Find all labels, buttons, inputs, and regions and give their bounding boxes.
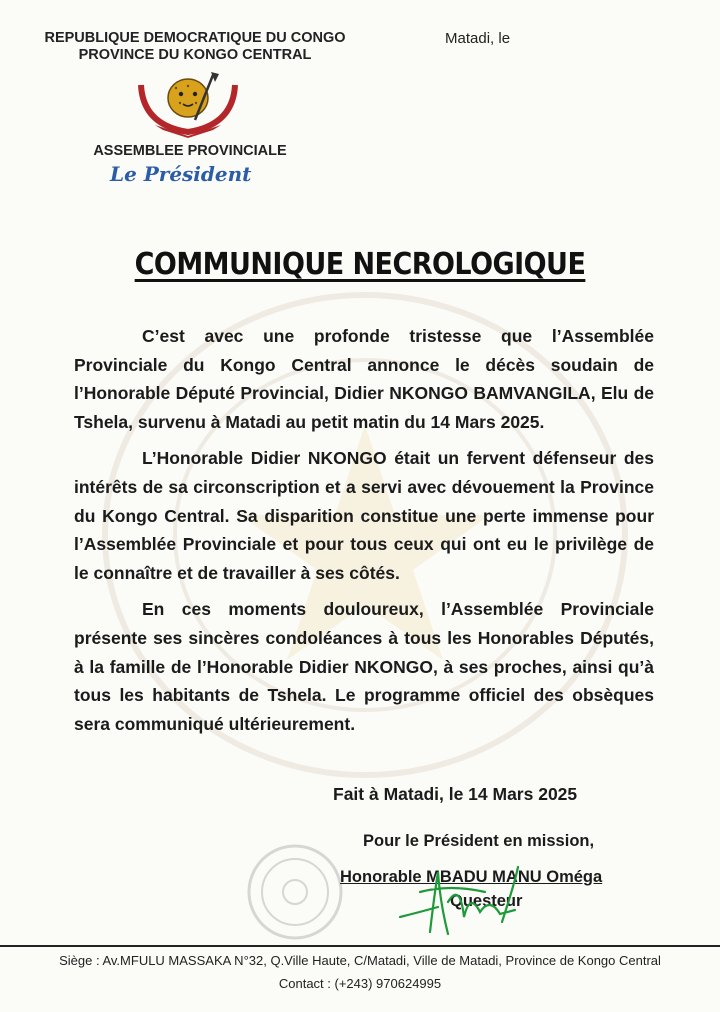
office-heading: Le Président <box>110 162 252 186</box>
paragraph-condolences: En ces moments douloureux, l’Assemblée Provinciale présente ses sincères condoléances à tous les Honorables Députés, à la famille de l’Honorable Didier NKONGO, à ses proches, ainsi qu’à tous les habitants de Tshela. Le programme officiel des obsèques sera communiqué ultérieurement. <box>74 599 654 734</box>
province-heading: PROVINCE DU KONGO CENTRAL <box>78 47 312 63</box>
signatory-role: Questeur <box>450 892 523 910</box>
handwritten-signature <box>390 862 550 942</box>
paragraph-announcement: C’est avec une profonde tristesse que l’Assemblée Provinciale du Kongo Central annonce le décès soudain de l’Honorable Député Provincial, Didier NKONGO BAMVANGILA, Elu de Tshela, survenu à Matadi au petit matin du 14 Mars 2025. <box>74 326 654 432</box>
signatory-name: Honorable MBADU MANU Oméga <box>340 868 603 886</box>
leopard-coat-of-arms-icon <box>133 70 243 140</box>
country-heading: REPUBLIQUE DEMOCRATIQUE DU CONGO <box>44 30 346 46</box>
communique-body <box>74 322 654 746</box>
place-date: Matadi, le <box>445 30 511 47</box>
on-behalf-line: Pour le Président en mission, <box>363 832 595 850</box>
paragraph-tribute: L’Honorable Didier NKONGO était un fervent défenseur des intérêts de sa circonscription et a servi avec dévouement la Province du Kongo Central. Sa disparition constitue une perte immense pour l’Assemblée Provinciale et pour tous ceux qui ont eu le privilège de le connaître et de travailler à ses côtés. <box>74 448 654 583</box>
footer-address: Siège : Av.MFULU MASSAKA N°32, Q.Ville Haute, C/Matadi, Ville de Matadi, Province de Kongo Central <box>59 953 661 968</box>
institution-heading: ASSEMBLEE PROVINCIALE <box>93 143 287 159</box>
footer-contact: Contact : (+243) 970624995 <box>278 976 442 991</box>
document-title: COMMUNIQUE NECROLOGIQUE <box>134 247 586 282</box>
footer-divider <box>0 945 720 947</box>
done-at-line: Fait à Matadi, le 14 Mars 2025 <box>333 784 578 804</box>
round-stamp <box>245 842 345 942</box>
